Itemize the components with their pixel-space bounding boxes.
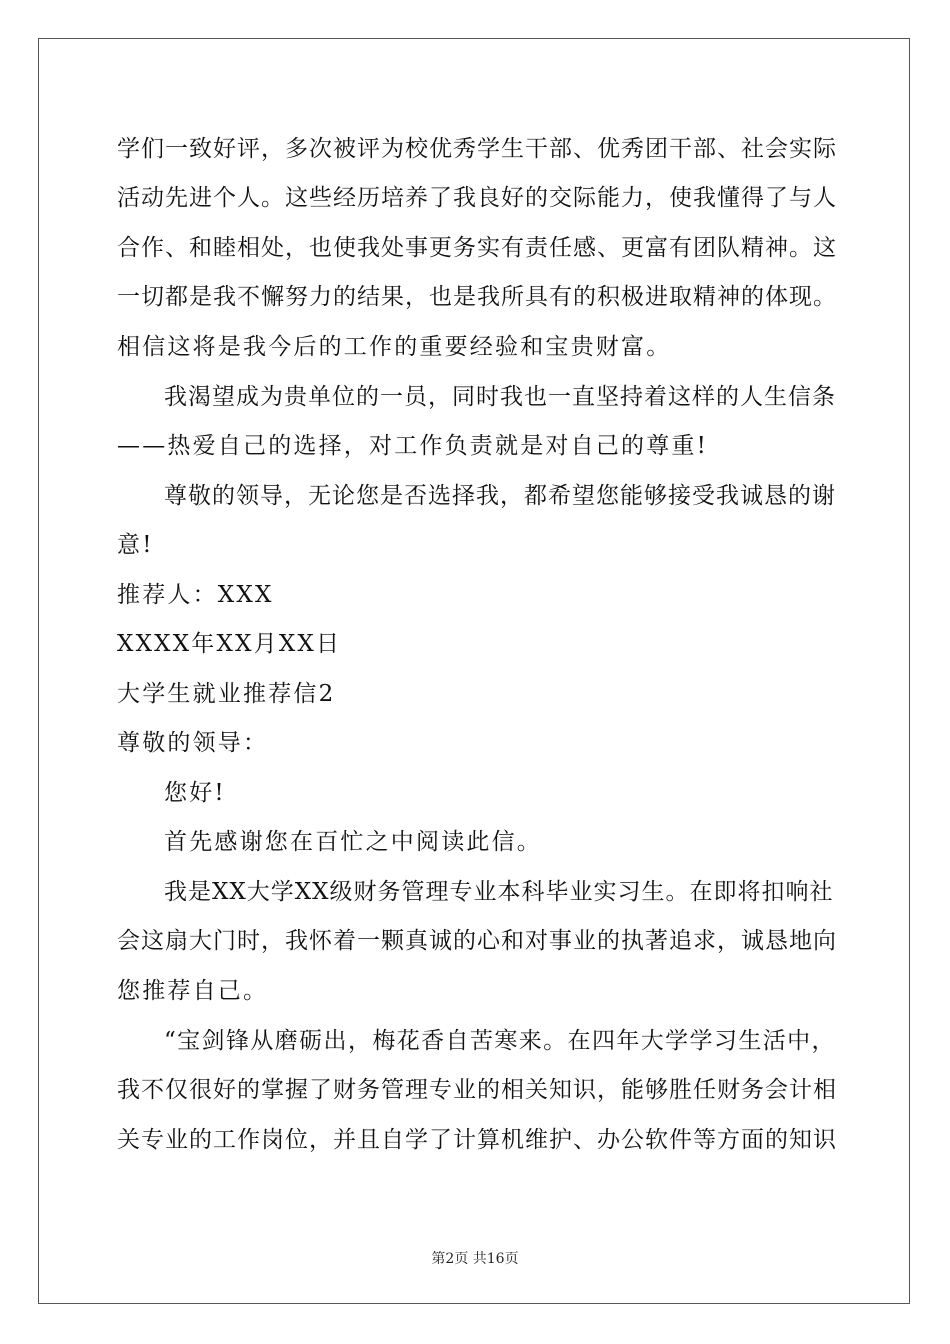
body-line: 我渴望成为贵单位的一员，同时我也一直坚持着这样的人生信条 (164, 384, 836, 410)
body-line: 相信这将是我今后的工作的重要经验和宝贵财富。 (117, 334, 672, 360)
date-line: XXXX年XX月XX日 (117, 631, 342, 657)
body-line: 您推荐自己。 (117, 978, 269, 1004)
body-line: 尊敬的领导，无论您是否选择我，都希望您能够接受我诚恳的谢 (164, 483, 836, 509)
body-line: 我是XX大学XX级财务管理专业本科毕业实习生。在即将扣响社 (164, 879, 834, 905)
body-line: 会这扇大门时，我怀着一颗真诚的心和对事业的执著追求，诚恳地向 (117, 928, 837, 954)
body-line: 意! (117, 532, 154, 558)
body-line: 学们一致好评，多次被评为校优秀学生干部、优秀团干部、社会实际 (117, 136, 837, 162)
body-line: 我不仅很好的掌握了财务管理专业的相关知识，能够胜任财务会计相 (117, 1077, 837, 1103)
body-line: 一切都是我不懈努力的结果，也是我所具有的积极进取精神的体现。 (117, 284, 837, 310)
body-line: 关专业的工作岗位，并且自学了计算机维护、办公软件等方面的知识 (117, 1127, 837, 1153)
salutation: 尊敬的领导： (117, 730, 269, 756)
signature-line: 推荐人：XXX (117, 582, 274, 608)
page-border (38, 38, 910, 1304)
page-number-footer: 第2页 共16页 (431, 1251, 519, 1267)
body-line: “宝剑锋从磨砺出，梅花香自苦寒来。在四年大学学习生活中， (164, 1028, 836, 1054)
body-line: 首先感谢您在百忙之中阅读此信。 (164, 829, 542, 855)
body-line: 合作、和睦相处，也使我处事更务实有责任感、更富有团队精神。这 (117, 235, 837, 261)
greeting: 您好! (164, 780, 226, 806)
body-line: ——热爱自己的选择，对工作负责就是对自己的尊重! (117, 433, 709, 459)
body-line: 活动先进个人。这些经历培养了我良好的交际能力，使我懂得了与人 (117, 185, 837, 211)
section-title: 大学生就业推荐信2 (117, 681, 336, 707)
